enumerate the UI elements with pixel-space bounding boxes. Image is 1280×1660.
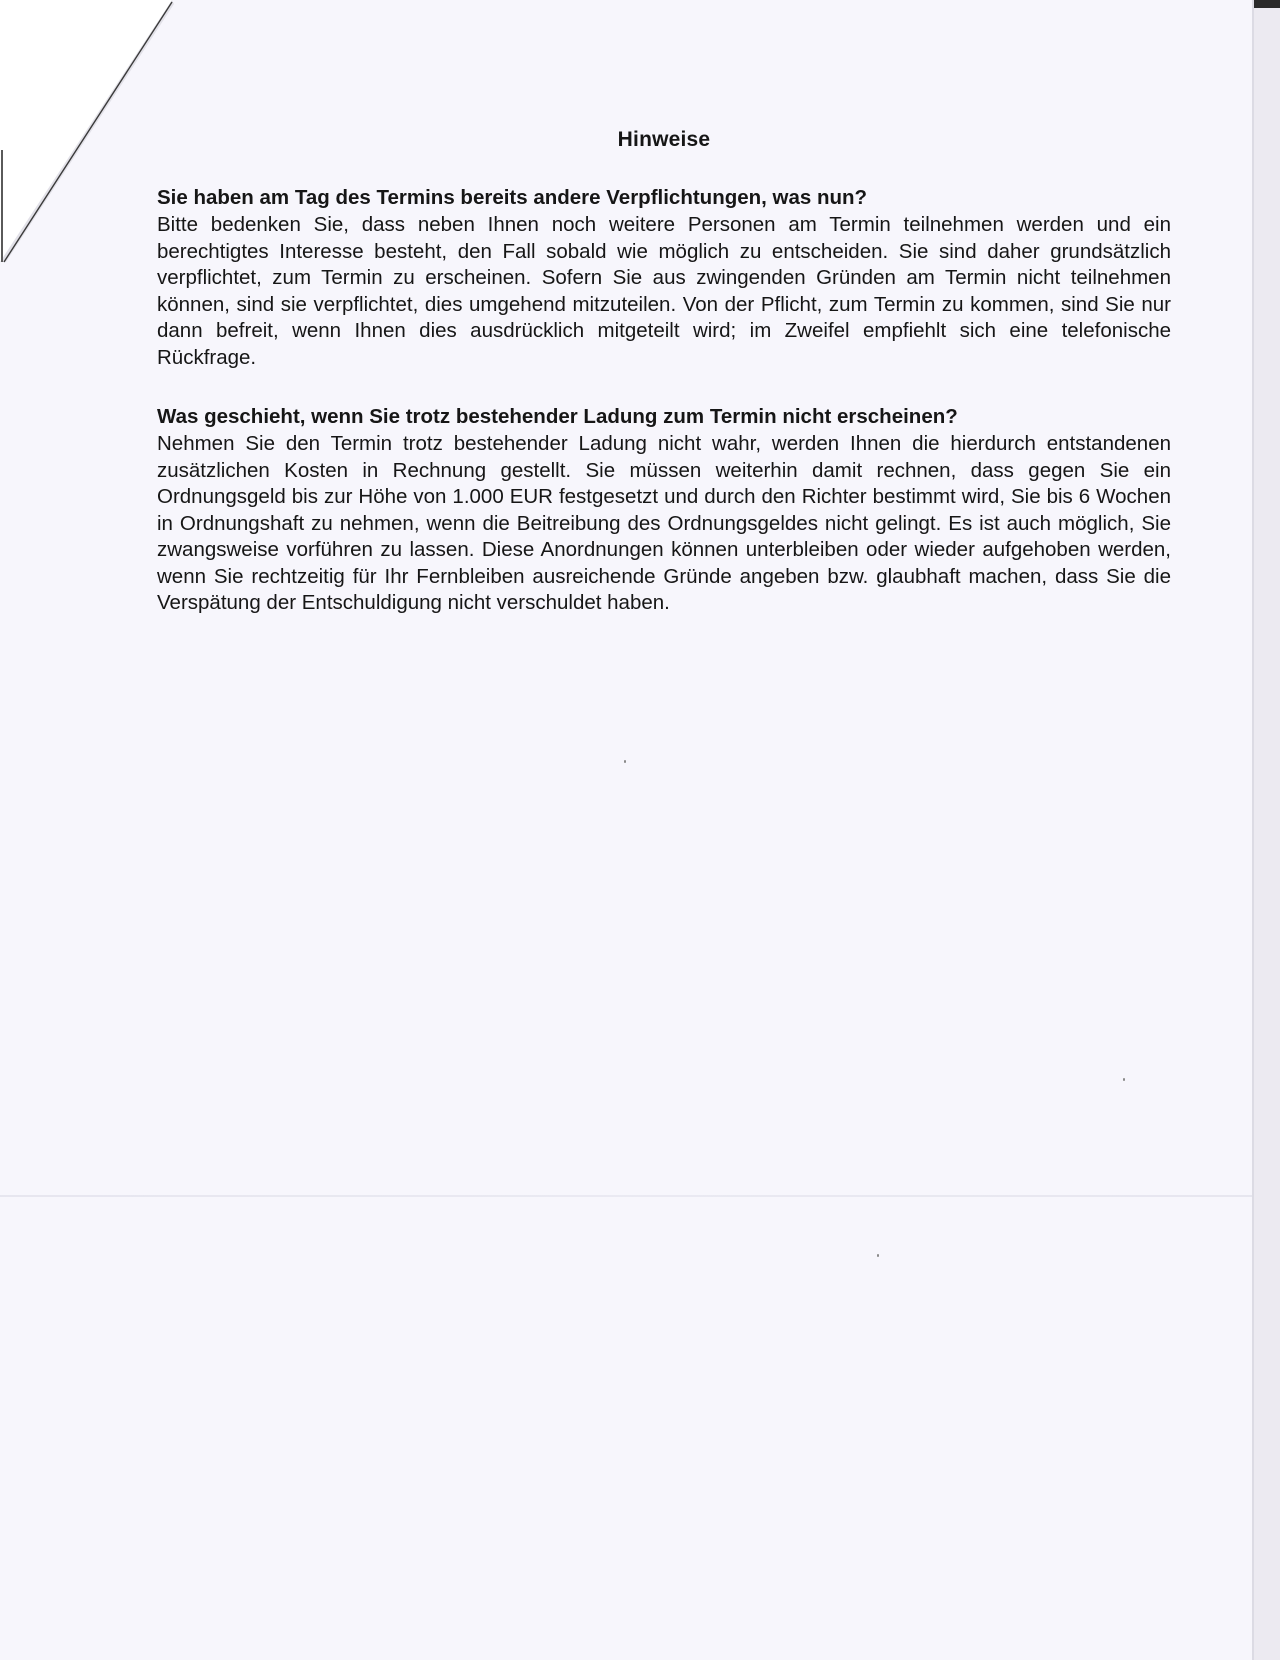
scan-edge-mark — [1254, 0, 1280, 8]
scan-speck — [1123, 1078, 1125, 1081]
folded-corner — [0, 0, 180, 270]
section-heading: Was geschieht, wenn Sie trotz bestehender Ladung zum Termin nicht erscheinen? — [157, 405, 958, 428]
scan-speck — [877, 1254, 879, 1257]
section-heading: Sie haben am Tag des Termins bereits andere Verpflichtungen, was nun? — [157, 186, 868, 209]
section-non-appearance — [157, 405, 1171, 617]
scan-edge — [1254, 0, 1280, 1660]
notice-content — [157, 128, 1171, 651]
section-obligations — [157, 186, 1171, 371]
section-body: Nehmen Sie den Termin trotz bestehender Ladung nicht wahr, werden Ihnen die hierdurch entstandenen zusätzlichen Kosten in Rechnung gestellt. Sie müssen weiterhin damit rechnen, dass gegen Sie ein Ordnungsgeld bis zur Höhe von 1.000 EUR festgesetzt und durch den Richter bestimmt wird, Sie bis 6 Wochen in Ordnungshaft zu nehmen, wenn die Beitreibung des Ordnungsgeldes nicht gelingt. Es ist auch möglich, Sie zwangsweise vorführen zu lassen. Diese Anordnungen können unterbleiben oder wieder aufgehoben werden, wenn Sie rechtzeitig für Ihr Fernbleiben ausreichende Gründe angeben bzw. glaubhaft machen, dass Sie die Verspätung der Entschuldigung nicht verschuldet haben. — [157, 432, 1171, 614]
scan-speck — [624, 760, 626, 763]
page-title: Hinweise — [617, 128, 711, 151]
section-body: Bitte bedenken Sie, dass neben Ihnen noch weitere Personen am Termin teilnehmen werden und ein berechtigtes Interesse besteht, den Fall sobald wie möglich zu entscheiden. Sie sind daher grundsätzlich verpflichtet, zum Termin zu erscheinen. Sofern Sie aus zwingenden Gründen am Termin nicht teilnehmen können, sind sie verpflichtet, dies umgehend mitzuteilen. Von der Pflicht, zum Termin zu kommen, sind Sie nur dann befreit, wenn Ihnen dies ausdrücklich mitgeteilt wird; im Zweifel empfiehlt sich eine telefonische Rückfrage. — [157, 213, 1171, 369]
paper-fold-crease — [0, 1195, 1252, 1197]
